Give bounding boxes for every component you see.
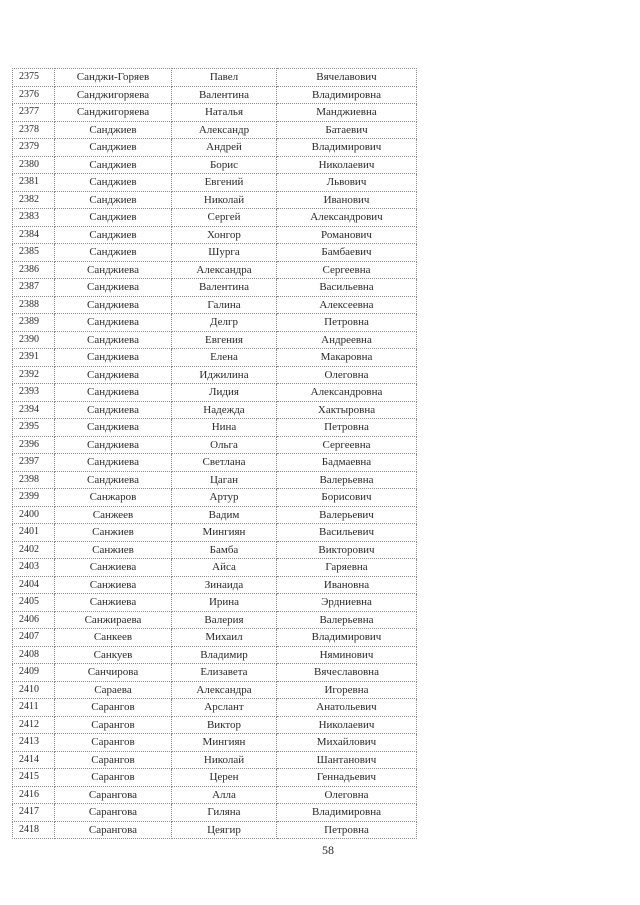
row-number-cell: 2405 — [13, 594, 55, 612]
last-name-cell: Санджи-Горяев — [55, 69, 172, 87]
row-number-cell: 2381 — [13, 174, 55, 192]
last-name-cell: Санджиева — [55, 349, 172, 367]
row-number-cell: 2382 — [13, 191, 55, 209]
page-number: 58 — [322, 843, 334, 857]
last-name-cell: Санджиева — [55, 454, 172, 472]
row-number-cell: 2404 — [13, 576, 55, 594]
patronymic-cell: Олеговна — [277, 366, 417, 384]
patronymic-cell: Николаевич — [277, 156, 417, 174]
last-name-cell: Сарангов — [55, 699, 172, 717]
last-name-cell: Санджиева — [55, 471, 172, 489]
table-row — [13, 594, 417, 612]
table-row — [13, 244, 417, 262]
patronymic-cell: Петровна — [277, 419, 417, 437]
patronymic-cell: Васильевич — [277, 524, 417, 542]
patronymic-cell: Викторович — [277, 541, 417, 559]
patronymic-cell: Романович — [277, 226, 417, 244]
row-number-cell: 2394 — [13, 401, 55, 419]
patronymic-cell: Игоревна — [277, 681, 417, 699]
first-name-cell: Артур — [172, 489, 277, 507]
table-row — [13, 804, 417, 822]
first-name-cell: Шурга — [172, 244, 277, 262]
first-name-cell: Светлана — [172, 454, 277, 472]
table-row — [13, 664, 417, 682]
row-number-cell: 2392 — [13, 366, 55, 384]
row-number-cell: 2414 — [13, 751, 55, 769]
row-number-cell: 2401 — [13, 524, 55, 542]
last-name-cell: Санджиев — [55, 209, 172, 227]
last-name-cell: Санжиев — [55, 524, 172, 542]
patronymic-cell: Николаевич — [277, 716, 417, 734]
last-name-cell: Санджиева — [55, 384, 172, 402]
row-number-cell: 2415 — [13, 769, 55, 787]
patronymic-cell: Батаевич — [277, 121, 417, 139]
first-name-cell: Александра — [172, 261, 277, 279]
patronymic-cell: Петровна — [277, 314, 417, 332]
last-name-cell: Санджиева — [55, 331, 172, 349]
table-row — [13, 69, 417, 87]
table-row — [13, 296, 417, 314]
last-name-cell: Санджиев — [55, 226, 172, 244]
row-number-cell: 2396 — [13, 436, 55, 454]
last-name-cell: Санджиева — [55, 436, 172, 454]
table-row — [13, 279, 417, 297]
last-name-cell: Санджиев — [55, 139, 172, 157]
table-row — [13, 314, 417, 332]
patronymic-cell: Хактыровна — [277, 401, 417, 419]
first-name-cell: Мингиян — [172, 734, 277, 752]
first-name-cell: Евгений — [172, 174, 277, 192]
last-name-cell: Санкуев — [55, 646, 172, 664]
table-row — [13, 419, 417, 437]
first-name-cell: Бамба — [172, 541, 277, 559]
first-name-cell: Евгения — [172, 331, 277, 349]
patronymic-cell: Сергеевна — [277, 436, 417, 454]
patronymic-cell: Васильевна — [277, 279, 417, 297]
table-row — [13, 734, 417, 752]
last-name-cell: Санджиев — [55, 156, 172, 174]
table-row — [13, 611, 417, 629]
patronymic-cell: Эрдниевна — [277, 594, 417, 612]
row-number-cell: 2407 — [13, 629, 55, 647]
table-row — [13, 121, 417, 139]
patronymic-cell: Олеговна — [277, 786, 417, 804]
first-name-cell: Хонгор — [172, 226, 277, 244]
row-number-cell: 2386 — [13, 261, 55, 279]
name-table-body — [13, 69, 417, 839]
patronymic-cell: Бадмаевна — [277, 454, 417, 472]
patronymic-cell: Шантанович — [277, 751, 417, 769]
table-row — [13, 261, 417, 279]
last-name-cell: Санчирова — [55, 664, 172, 682]
table-row — [13, 786, 417, 804]
row-number-cell: 2375 — [13, 69, 55, 87]
row-number-cell: 2378 — [13, 121, 55, 139]
row-number-cell: 2417 — [13, 804, 55, 822]
patronymic-cell: Александрович — [277, 209, 417, 227]
table-row — [13, 769, 417, 787]
row-number-cell: 2403 — [13, 559, 55, 577]
patronymic-cell: Иванович — [277, 191, 417, 209]
patronymic-cell: Владимирович — [277, 139, 417, 157]
first-name-cell: Сергей — [172, 209, 277, 227]
first-name-cell: Александр — [172, 121, 277, 139]
first-name-cell: Цеягир — [172, 821, 277, 839]
first-name-cell: Владимир — [172, 646, 277, 664]
row-number-cell: 2399 — [13, 489, 55, 507]
first-name-cell: Арслант — [172, 699, 277, 717]
table-row — [13, 226, 417, 244]
row-number-cell: 2383 — [13, 209, 55, 227]
first-name-cell: Валентина — [172, 86, 277, 104]
table-row — [13, 366, 417, 384]
last-name-cell: Санджигоряева — [55, 86, 172, 104]
last-name-cell: Санкеев — [55, 629, 172, 647]
first-name-cell: Николай — [172, 191, 277, 209]
name-table — [12, 68, 417, 839]
last-name-cell: Санджиева — [55, 314, 172, 332]
table-row — [13, 331, 417, 349]
first-name-cell: Виктор — [172, 716, 277, 734]
last-name-cell: Санжиева — [55, 594, 172, 612]
patronymic-cell: Вячеславовна — [277, 664, 417, 682]
first-name-cell: Алла — [172, 786, 277, 804]
table-row — [13, 454, 417, 472]
row-number-cell: 2413 — [13, 734, 55, 752]
patronymic-cell: Владимирович — [277, 629, 417, 647]
last-name-cell: Санжиева — [55, 559, 172, 577]
last-name-cell: Санжиев — [55, 541, 172, 559]
row-number-cell: 2384 — [13, 226, 55, 244]
patronymic-cell: Алексеевна — [277, 296, 417, 314]
last-name-cell: Санджиева — [55, 279, 172, 297]
row-number-cell: 2412 — [13, 716, 55, 734]
last-name-cell: Санджиева — [55, 366, 172, 384]
last-name-cell: Сарангов — [55, 769, 172, 787]
first-name-cell: Елена — [172, 349, 277, 367]
patronymic-cell: Гаряевна — [277, 559, 417, 577]
first-name-cell: Андрей — [172, 139, 277, 157]
patronymic-cell: Ивановна — [277, 576, 417, 594]
table-row — [13, 751, 417, 769]
row-number-cell: 2402 — [13, 541, 55, 559]
first-name-cell: Церен — [172, 769, 277, 787]
table-row — [13, 104, 417, 122]
patronymic-cell: Львович — [277, 174, 417, 192]
first-name-cell: Мингиян — [172, 524, 277, 542]
first-name-cell: Павел — [172, 69, 277, 87]
patronymic-cell: Анатольевич — [277, 699, 417, 717]
row-number-cell: 2406 — [13, 611, 55, 629]
table-row — [13, 646, 417, 664]
patronymic-cell: Сергеевна — [277, 261, 417, 279]
last-name-cell: Санджиева — [55, 296, 172, 314]
table-row — [13, 349, 417, 367]
row-number-cell: 2377 — [13, 104, 55, 122]
table-row — [13, 629, 417, 647]
row-number-cell: 2380 — [13, 156, 55, 174]
first-name-cell: Валерия — [172, 611, 277, 629]
first-name-cell: Ольга — [172, 436, 277, 454]
last-name-cell: Санжираева — [55, 611, 172, 629]
patronymic-cell: Макаровна — [277, 349, 417, 367]
row-number-cell: 2416 — [13, 786, 55, 804]
row-number-cell: 2410 — [13, 681, 55, 699]
first-name-cell: Борис — [172, 156, 277, 174]
row-number-cell: 2391 — [13, 349, 55, 367]
first-name-cell: Нина — [172, 419, 277, 437]
first-name-cell: Валентина — [172, 279, 277, 297]
row-number-cell: 2418 — [13, 821, 55, 839]
first-name-cell: Гиляна — [172, 804, 277, 822]
row-number-cell: 2395 — [13, 419, 55, 437]
first-name-cell: Надежда — [172, 401, 277, 419]
table-row — [13, 191, 417, 209]
table-row — [13, 576, 417, 594]
table-row — [13, 716, 417, 734]
last-name-cell: Санжиева — [55, 576, 172, 594]
first-name-cell: Вадим — [172, 506, 277, 524]
last-name-cell: Сарангова — [55, 804, 172, 822]
last-name-cell: Санжеев — [55, 506, 172, 524]
row-number-cell: 2388 — [13, 296, 55, 314]
table-row — [13, 384, 417, 402]
row-number-cell: 2390 — [13, 331, 55, 349]
patronymic-cell: Бамбаевич — [277, 244, 417, 262]
row-number-cell: 2409 — [13, 664, 55, 682]
table-row — [13, 559, 417, 577]
last-name-cell: Санджиева — [55, 261, 172, 279]
table-row — [13, 524, 417, 542]
first-name-cell: Наталья — [172, 104, 277, 122]
row-number-cell: 2397 — [13, 454, 55, 472]
table-row — [13, 86, 417, 104]
table-row — [13, 489, 417, 507]
first-name-cell: Иджилина — [172, 366, 277, 384]
patronymic-cell: Андреевна — [277, 331, 417, 349]
row-number-cell: 2376 — [13, 86, 55, 104]
first-name-cell: Лидия — [172, 384, 277, 402]
patronymic-cell: Владимировна — [277, 86, 417, 104]
row-number-cell: 2389 — [13, 314, 55, 332]
patronymic-cell: Валерьевна — [277, 471, 417, 489]
table-row — [13, 821, 417, 839]
first-name-cell: Айса — [172, 559, 277, 577]
last-name-cell: Санджиев — [55, 174, 172, 192]
last-name-cell: Сарангова — [55, 821, 172, 839]
row-number-cell: 2385 — [13, 244, 55, 262]
last-name-cell: Санджиева — [55, 401, 172, 419]
row-number-cell: 2398 — [13, 471, 55, 489]
table-row — [13, 156, 417, 174]
patronymic-cell: Михайлович — [277, 734, 417, 752]
first-name-cell: Делгр — [172, 314, 277, 332]
first-name-cell: Михаил — [172, 629, 277, 647]
table-row — [13, 541, 417, 559]
last-name-cell: Санджиев — [55, 244, 172, 262]
row-number-cell: 2411 — [13, 699, 55, 717]
table-row — [13, 699, 417, 717]
last-name-cell: Сарангова — [55, 786, 172, 804]
last-name-cell: Санджиев — [55, 121, 172, 139]
row-number-cell: 2393 — [13, 384, 55, 402]
row-number-cell: 2387 — [13, 279, 55, 297]
first-name-cell: Александра — [172, 681, 277, 699]
table-row — [13, 174, 417, 192]
patronymic-cell: Геннадьевич — [277, 769, 417, 787]
last-name-cell: Сарангов — [55, 734, 172, 752]
table-row — [13, 209, 417, 227]
first-name-cell: Елизавета — [172, 664, 277, 682]
first-name-cell: Цаган — [172, 471, 277, 489]
patronymic-cell: Вячелавович — [277, 69, 417, 87]
patronymic-cell: Владимировна — [277, 804, 417, 822]
row-number-cell: 2379 — [13, 139, 55, 157]
last-name-cell: Санджиева — [55, 419, 172, 437]
patronymic-cell: Борисович — [277, 489, 417, 507]
row-number-cell: 2408 — [13, 646, 55, 664]
first-name-cell: Николай — [172, 751, 277, 769]
patronymic-cell: Няминович — [277, 646, 417, 664]
table-row — [13, 436, 417, 454]
patronymic-cell: Валерьевна — [277, 611, 417, 629]
row-number-cell: 2400 — [13, 506, 55, 524]
first-name-cell: Галина — [172, 296, 277, 314]
first-name-cell: Зинаида — [172, 576, 277, 594]
table-row — [13, 139, 417, 157]
patronymic-cell: Манджиевна — [277, 104, 417, 122]
patronymic-cell: Александровна — [277, 384, 417, 402]
last-name-cell: Сарангов — [55, 751, 172, 769]
table-row — [13, 681, 417, 699]
last-name-cell: Санджиев — [55, 191, 172, 209]
table-row — [13, 401, 417, 419]
table-row — [13, 506, 417, 524]
patronymic-cell: Валерьевич — [277, 506, 417, 524]
first-name-cell: Ирина — [172, 594, 277, 612]
last-name-cell: Санджигоряева — [55, 104, 172, 122]
table-row — [13, 471, 417, 489]
patronymic-cell: Петровна — [277, 821, 417, 839]
last-name-cell: Сараева — [55, 681, 172, 699]
last-name-cell: Санжаров — [55, 489, 172, 507]
last-name-cell: Сарангов — [55, 716, 172, 734]
